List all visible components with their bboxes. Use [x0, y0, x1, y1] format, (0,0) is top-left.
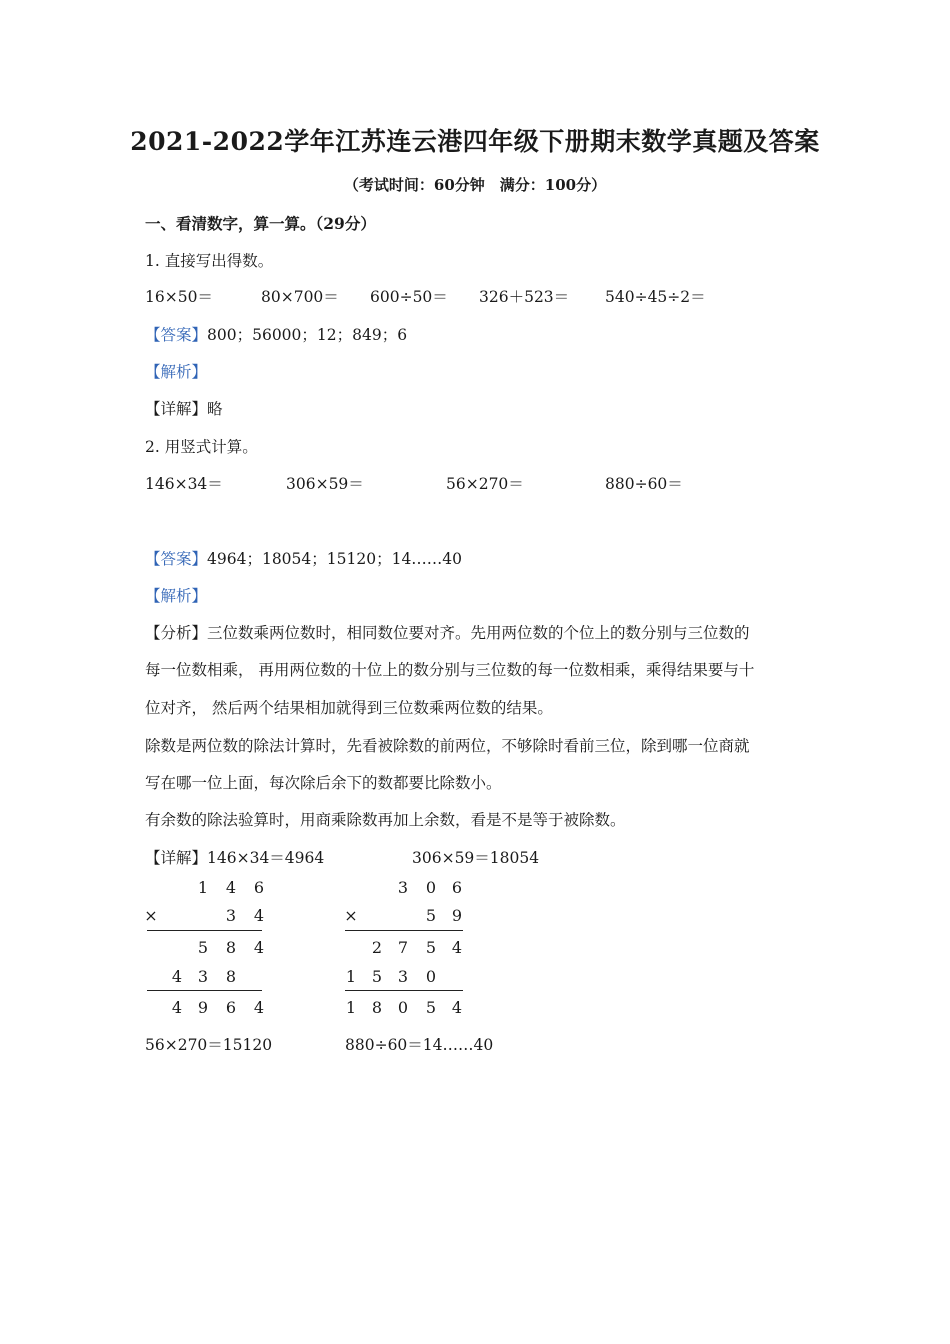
digit: 4: [225, 878, 237, 897]
digit: 4: [451, 998, 463, 1017]
digit: 1: [345, 967, 357, 986]
digit: 8: [225, 967, 237, 986]
q2-answer: [145, 547, 462, 569]
vertical-calc-306x59: [345, 878, 470, 1028]
digit: 8: [225, 938, 237, 957]
digit: 7: [397, 938, 409, 957]
q1-problem-1: 16×50＝: [145, 288, 213, 306]
divider-line: [147, 930, 262, 931]
detail-line: [145, 846, 324, 868]
detail-tag: 【详解】: [145, 849, 208, 867]
digit: 4: [253, 906, 265, 925]
digit: 9: [451, 906, 463, 925]
digit: 6: [225, 998, 237, 1017]
digit: 1: [197, 878, 209, 897]
detail-eq-2: 306×59＝18054: [412, 849, 540, 867]
page-title: 2021-2022学年江苏连云港四年级下册期末数学真题及答案: [130, 127, 820, 156]
q1-problem-4: 326＋523＝: [479, 288, 570, 306]
q2-problem-3: 56×270＝: [446, 475, 524, 493]
q1-detail: 【详解】略: [145, 400, 223, 418]
analysis-line-6: 有余数的除法验算时，用商乘除数再加上余数，看是不是等于被除数。: [145, 811, 626, 829]
q1-answer: [145, 323, 407, 345]
digit: 6: [451, 878, 463, 897]
answer-text: 4964；18054；15120；14……40: [207, 550, 463, 568]
digit: 5: [425, 998, 437, 1017]
q1-analysis-tag: 【解析】: [145, 363, 208, 381]
digit: 5: [371, 967, 383, 986]
divider-line: [345, 990, 463, 991]
q2-problem-4: 880÷60＝: [605, 475, 683, 493]
digit: 5: [197, 938, 209, 957]
digit: 4: [171, 967, 183, 986]
multiply-sign: ×: [144, 906, 158, 925]
q2-analysis-tag: 【解析】: [145, 587, 208, 605]
digit: 3: [225, 906, 237, 925]
vertical-calc-146x34: [145, 878, 265, 1028]
answer-text: 800；56000；12；849；6: [207, 326, 408, 344]
digit: 3: [397, 878, 409, 897]
analysis-line-2: 每一位数相乘， 再用两位数的十位上的数分别与三位数的每一位数相乘，乘得结果要与十: [145, 661, 755, 679]
digit: 9: [197, 998, 209, 1017]
detail-eq-1: 146×34＝4964: [207, 849, 325, 867]
q1-problem-5: 540÷45÷2＝: [605, 288, 706, 306]
exam-info: （考试时间：60分钟 满分：100分）: [343, 176, 607, 194]
result-880div60: 880÷60＝14……40: [345, 1036, 494, 1054]
analysis-line-4: 除数是两位数的除法计算时，先看被除数的前两位，不够除时看前三位，除到哪一位商就: [145, 737, 750, 755]
digit: 0: [425, 967, 437, 986]
result-56x270: 56×270＝15120: [145, 1036, 273, 1054]
digit: 5: [425, 938, 437, 957]
digit: 6: [253, 878, 265, 897]
q2-problem-1: 146×34＝: [145, 475, 223, 493]
analysis-line-3: 位对齐， 然后两个结果相加就得到三位数乘两位数的结果。: [145, 699, 553, 717]
q1-problem-3: 600÷50＝: [370, 288, 448, 306]
multiply-sign: ×: [344, 906, 358, 925]
digit: 4: [253, 938, 265, 957]
question-1-label: 1. 直接写出得数。: [145, 252, 274, 270]
answer-tag: 【答案】: [145, 550, 208, 568]
analysis-line-1: 【分析】三位数乘两位数时，相同数位要对齐。先用两位数的个位上的数分别与三位数的: [145, 624, 750, 642]
analysis-line-5: 写在哪一位上面，每次除后余下的数都要比除数小。: [145, 774, 502, 792]
section-heading: 一、看清数字，算一算。（29分）: [145, 214, 376, 233]
question-2-label: 2. 用竖式计算。: [145, 438, 258, 456]
digit: 1: [345, 998, 357, 1017]
q2-problem-2: 306×59＝: [286, 475, 364, 493]
digit: 3: [397, 967, 409, 986]
divider-line: [345, 930, 463, 931]
digit: 0: [397, 998, 409, 1017]
digit: 8: [371, 998, 383, 1017]
digit: 4: [253, 998, 265, 1017]
digit: 2: [371, 938, 383, 957]
digit: 4: [171, 998, 183, 1017]
digit: 3: [197, 967, 209, 986]
q1-problem-2: 80×700＝: [261, 288, 339, 306]
divider-line: [147, 990, 262, 991]
digit: 5: [425, 906, 437, 925]
digit: 0: [425, 878, 437, 897]
answer-tag: 【答案】: [145, 326, 208, 344]
digit: 4: [451, 938, 463, 957]
